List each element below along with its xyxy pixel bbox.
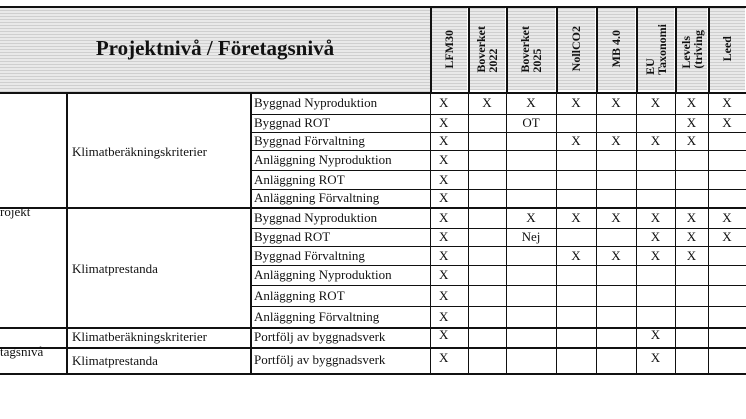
level-label-foretag: tagsnivå	[0, 344, 44, 359]
column-header	[469, 8, 505, 90]
header-column-rule	[506, 6, 508, 92]
row-label: Anläggning ROT	[254, 287, 345, 303]
cell-mark: X	[439, 327, 449, 342]
header-column-rule	[708, 6, 710, 92]
body-column-rule	[66, 92, 68, 373]
cell-mark: X	[439, 171, 449, 187]
column-header-label: Levels	[678, 35, 693, 69]
column-header-label: 2025	[530, 48, 544, 73]
column-header	[507, 8, 555, 90]
category-label: Klimatberäkningskriterier	[72, 144, 208, 159]
cell-mark: X	[439, 247, 449, 263]
column-header	[557, 8, 595, 90]
column-header-label: LFM30	[442, 29, 456, 69]
cell-mark: X	[650, 350, 661, 365]
cell-mark: X	[650, 247, 661, 263]
row-label: Byggnad ROT	[254, 115, 331, 130]
cell-mark: X	[686, 229, 697, 244]
category-rule	[66, 207, 250, 209]
column-header-label: Boverket	[474, 25, 488, 73]
category-label: Klimatprestanda	[72, 261, 158, 276]
level-label-projekt: rojekt	[0, 204, 31, 219]
row-rule	[0, 92, 746, 94]
cell-mark: X	[526, 95, 536, 110]
header-top-rule	[0, 6, 746, 8]
column-header-label: 2022	[486, 48, 500, 73]
row-rule	[250, 265, 746, 266]
cell-mark: OT	[522, 115, 540, 130]
column-header-label: EU	[642, 57, 657, 75]
row-label: Anläggning Förvaltning	[254, 190, 380, 205]
cell-mark: X	[482, 95, 492, 110]
row-label: Anläggning Nyproduktion	[254, 267, 392, 282]
row-rule	[250, 285, 746, 286]
column-header-label: (triving	[690, 29, 705, 69]
column-header	[431, 8, 467, 90]
row-label: Anläggning Förvaltning	[254, 308, 380, 324]
header-column-rule	[675, 6, 677, 92]
cell-mark: X	[686, 133, 697, 148]
cell-mark: X	[650, 209, 661, 225]
cell-mark: X	[722, 229, 732, 244]
table-title: Projektnivå / Företagsnivå	[95, 36, 335, 60]
row-label: Portfölj av byggnadsverk	[254, 329, 386, 344]
cell-mark: X	[650, 229, 661, 244]
column-header	[709, 8, 745, 90]
header-column-rule	[430, 6, 432, 92]
column-header	[676, 8, 707, 90]
cell-mark: X	[611, 247, 621, 263]
cell-mark: X	[650, 133, 661, 148]
body-column-rule	[468, 92, 469, 373]
header-column-rule	[596, 6, 598, 92]
column-header-label: MB 4.0	[609, 30, 623, 68]
row-rule	[250, 306, 746, 307]
row-label: Byggnad ROT	[254, 229, 331, 244]
body-column-rule	[250, 92, 252, 373]
cell-mark: X	[439, 152, 449, 167]
row-label: Anläggning Nyproduktion	[254, 152, 392, 167]
cell-mark: X	[611, 133, 621, 148]
row-rule	[0, 373, 746, 375]
cell-mark: X	[571, 133, 581, 148]
row-label: Byggnad Förvaltning	[254, 247, 365, 263]
cell-mark: X	[722, 115, 732, 130]
row-rule	[0, 347, 746, 349]
row-label: Byggnad Förvaltning	[254, 133, 365, 148]
cell-mark: X	[439, 350, 449, 365]
cell-mark: X	[571, 247, 581, 263]
column-header-label: NollCO2	[569, 26, 583, 72]
column-header-label: Leed	[720, 36, 734, 62]
row-label: Portfölj av byggnadsverk	[254, 352, 386, 367]
body-column-rule	[430, 92, 431, 373]
header-column-rule	[468, 6, 470, 92]
cell-mark: X	[722, 209, 732, 225]
cell-mark: X	[439, 308, 449, 324]
row-label: Byggnad Nyproduktion	[254, 209, 378, 225]
cell-mark: X	[439, 229, 449, 244]
cell-mark: X	[439, 267, 449, 282]
row-label: Anläggning ROT	[254, 171, 345, 187]
cell-mark: X	[439, 95, 449, 110]
cell-mark: X	[571, 209, 581, 225]
cell-mark: X	[722, 95, 732, 110]
cell-mark: X	[686, 115, 697, 130]
column-header-label: Taxonomi	[654, 23, 669, 75]
column-header-label: Boverket	[518, 25, 532, 73]
category-label: Klimatberäkningskriterier	[72, 329, 208, 344]
cell-mark: X	[439, 209, 449, 225]
cell-mark: X	[650, 95, 661, 110]
cell-mark: Nej	[521, 229, 541, 244]
cell-mark: X	[439, 287, 449, 303]
cell-mark: X	[439, 115, 449, 130]
header-column-rule	[556, 6, 558, 92]
cell-mark: X	[686, 209, 697, 225]
cell-mark: X	[611, 209, 621, 225]
cell-mark: X	[686, 247, 697, 263]
cell-mark: X	[526, 209, 536, 225]
column-header	[637, 8, 674, 90]
category-label: Klimatprestanda	[72, 353, 158, 368]
cell-mark: X	[611, 95, 621, 110]
cell-mark: X	[439, 190, 449, 205]
cell-mark: X	[650, 327, 661, 342]
cell-mark: X	[439, 133, 449, 148]
header-column-rule	[636, 6, 638, 92]
cell-mark: X	[571, 95, 581, 110]
row-rule	[250, 150, 746, 151]
cell-mark: X	[686, 95, 697, 110]
column-header	[597, 8, 635, 90]
row-label: Byggnad Nyproduktion	[254, 95, 378, 110]
